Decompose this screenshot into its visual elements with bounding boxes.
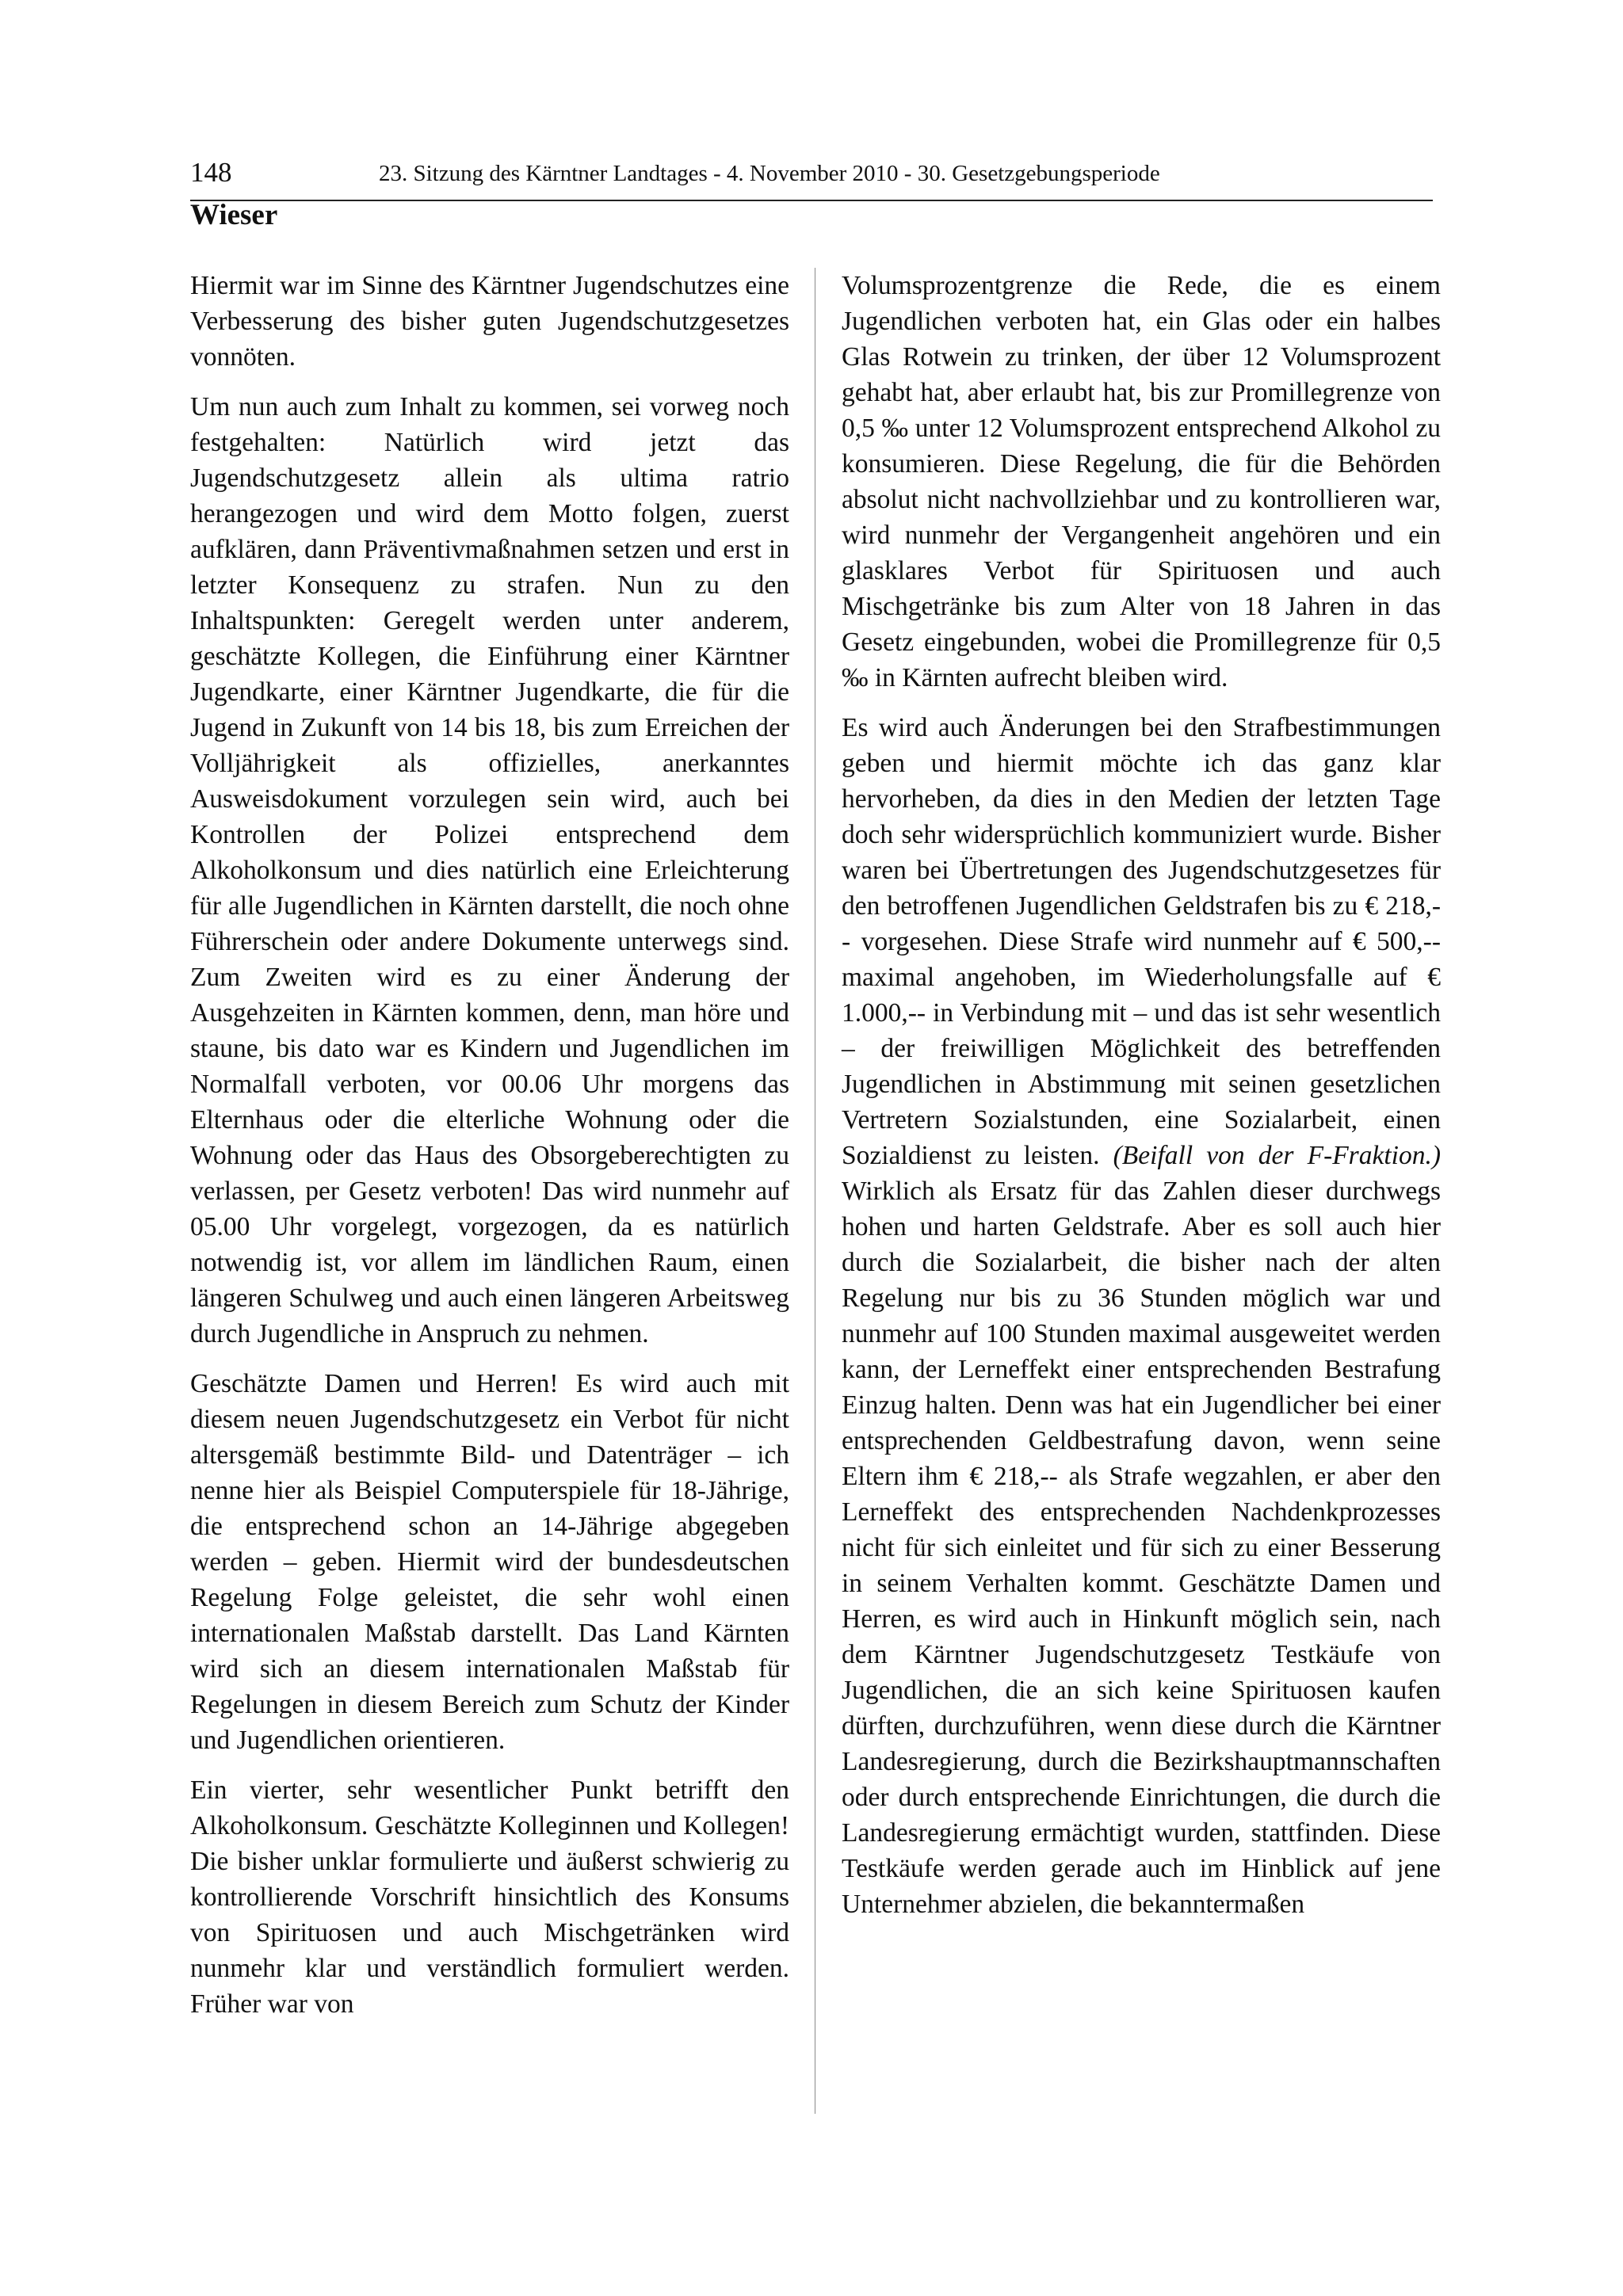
paragraph-alcohol: Ein vierter, sehr wesentlicher Punkt betrifft den Alkoholkonsum. Geschätzte Kolleginnen und Kollegen! Die bisher unklar formulierte und äußerst schwierig zu kontrollierende Vorschrift hinsichtlich des Konsums von Spirituosen und auch Mischgetränken wird nunmehr klar und verständlich formuliert werden. Früher war von (190, 1775, 789, 2019)
paragraph-intro: Hiermit war im Sinne des Kärntner Jugendschutzes eine Verbesserung des bisher guten Jugendschutzgesetzes vonnöten. (190, 271, 789, 372)
page-header (190, 155, 1433, 201)
paragraph-media-ban: Geschätzte Damen und Herren! Es wird auch mit diesem neuen Jugendschutzgesetz ein Verbot für nicht altersgemäß bestimmte Bild- und Datenträger – ich nenne hier als Beispiel Computerspiele für 18-Jährige, die entsprechend schon an 14-Jährige abgegeben werden – geben. Hiermit wird der bundesdeutschen Regelung Folge geleistet, die sehr wohl einen internationalen Maßstab darstellt. Das Land Kärnten wird sich an diesem internationalen Maßstab für Regelungen in diesem Bereich zum Schutz der Kinder und Jugendlichen orientieren. (190, 1369, 789, 1755)
page-number: 148 (190, 157, 232, 188)
paragraph-penalties (842, 710, 1441, 1922)
penalties-text-after: Wirklich als Ersatz für das Zahlen dieser durchwegs hohen und harten Geldstrafe. Aber es soll auch hier durch die Sozialarbeit, die bisher nach der alten Regelung nur bis zu 36 Stunden möglich war und nunmehr auf 100 Stunden maximal ausgeweitet werden kann, der Lerneffekt einer entsprechenden Bestrafung Einzug halten. Denn was hat ein Jugendlicher bei einer entsprechenden Geldbestrafung davon, wenn seine Eltern ihm € 218,-- als Strafe wegzahlen, er aber den Lerneffekt des entsprechenden Nachdenkprozesses nicht für sich einleitet und für sich zu einer Besserung in seinem Verhalten kommt. Geschätzte Damen und Herren, es wird auch in Hinkunft möglich sein, nach dem Kärntner Jugendschutzgesetz Testkäufe von Jugendlichen, die an sich keine Spirituosen kaufen dürften, durchzuführen, wenn diese durch die Kärntner Landesregierung, durch die Bezirkshauptmannschaften oder durch entsprechende Einrichtungen, die durch die Landesregierung ermächtigt wurden, stattfinden. Diese Testkäufe werden gerade auch im Hinblick auf jene Unternehmer abzielen, die bekanntermaßen (842, 1177, 1441, 1919)
left-column (190, 268, 789, 2036)
running-title: 23. Sitzung des Kärntner Landtages - 4. November 2010 - 30. Gesetzgebungsperiode (379, 161, 1160, 186)
paragraph-content-overview: Um nun auch zum Inhalt zu kommen, sei vorweg noch festgehalten: Natürlich wird jetzt das Jugendschutzgesetz allein als ultima ratrio herangezogen und wird dem Motto folgen, zuerst aufklären, dann Präventivmaßnahmen setzen und erst in letzter Konsequenz zu strafen. Nun zu den Inhaltspunkten: Geregelt werden unter anderem, geschätzte Kollegen, die Einführung einer Kärntner Jugendkarte, einer Kärntner Jugendkarte, die für die Jugend in Zukunft von 14 bis 18, bis zum Erreichen der Volljährigkeit als offizielles, anerkanntes Ausweisdokument vorzulegen sein wird, auch bei Kontrollen der Polizei entsprechend dem Alkoholkonsum und dies natürlich eine Erleichterung für alle Jugendlichen in Kärnten darstellt, die noch ohne Führerschein oder andere Dokumente unterwegs sind. Zum Zweiten wird es zu einer Änderung der Ausgehzeiten in Kärnten kommen, denn, man höre und staune, bis dato war es Kindern und Jugendlichen im Normalfall verboten, vor 00.06 Uhr morgens das Elternhaus oder die elterliche Wohnung oder die Wohnung oder das Haus des Obsorgeberechtigten zu verlassen, per Gesetz verboten! Das wird nunmehr auf 05.00 Uhr vorgelegt, vorgezogen, da es natürlich notwendig ist, vor allem im ländlichen Raum, einen längeren Schulweg und auch einen längeren Arbeitsweg durch Jugendliche in Anspruch zu nehmen. (190, 392, 789, 1348)
right-column (842, 268, 1441, 1936)
paragraph-alcohol-continued: Volumsprozentgrenze die Rede, die es einem Jugendlichen verboten hat, ein Glas oder ein halbes Glas Rotwein zu trinken, der über 12 Volumsprozent gehabt hat, aber erlaubt hat, bis zur Promillegrenze von 0,5 ‰ unter 12 Volumsprozent entsprechend Alkohol zu konsumieren. Diese Regelung, die für die Behörden absolut nicht nachvollziehbar und zu kontrollieren war, wird nunmehr der Vergangenheit angehören und ein glasklares Verbot für Spirituosen und auch Mischgetränke bis zum Alter von 18 Jahren in das Gesetz eingebunden, wobei die Promillegrenze für 0,5 ‰ in Kärnten aufrecht bleiben wird. (842, 271, 1441, 692)
speaker-name: Wieser (190, 199, 278, 231)
applause-interjection: (Beifall von der F-Fraktion.) (1113, 1141, 1441, 1170)
penalties-text-before: Es wird auch Änderungen bei den Strafbestimmungen geben und hiermit möchte ich das ganz klar hervorheben, da dies in den Medien der letzten Tage doch sehr widersprüchlich kommuniziert wurde. Bisher waren bei Übertretungen des Jugendschutzgesetzes für den betroffenen Jugendlichen Geldstrafen bis zu € 218,-- vorgesehen. Diese Strafe wird nunmehr auf € 500,-- maximal angehoben, im Wiederholungsfalle auf € 1.000,-- in Verbindung mit – und das ist sehr wesentlich – der freiwilligen Möglichkeit des betreffenden Jugendlichen in Abstimmung mit seinen gesetzlichen Vertretern Sozialstunden, eine Sozialarbeit, einen Sozialdienst zu leisten. (842, 713, 1441, 1170)
